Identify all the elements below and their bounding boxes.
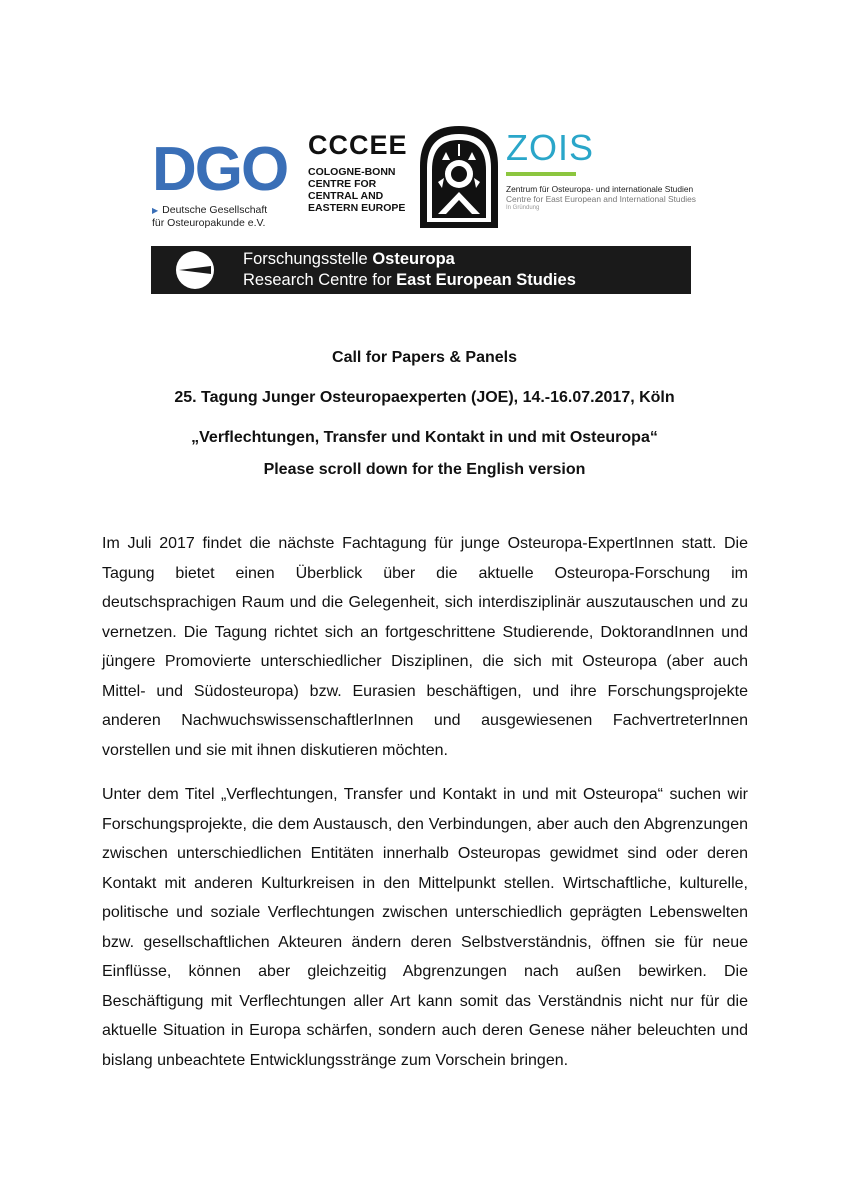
theme-heading: „Verflechtungen, Transfer und Kontakt in und mit Osteuropa“ (191, 429, 658, 446)
triangle-right-icon: ▶ (152, 206, 159, 215)
call-heading: Call for Papers & Panels (332, 349, 517, 366)
dgo-line1: Deutsche Gesellschaft (162, 204, 268, 216)
body-paragraph-2: Unter dem Titel „Verflechtungen, Transfer und Kontakt in und mit Osteuropa“ suchen wir Forschungsprojekte, die dem Austausch, den Verbindungen, aber auch den Abgrenzungen zwischen unterschiedlichen Entitäten innerhalb Osteuropas gewidmet sind oder deren Kontakt mit anderen Kulturkreisen in den Mittelpunkt stellen. Wirtschaftliche, kulturelle, politische und soziale Verflechtungen zwischen unterschiedlich geprägten Lebenswelten bzw. gesellschaftlichen Akteuren ändern deren Selbstverständnis, öffnen sie für neue Einflüsse, können aber gleichzeitig Abgrenzungen nach außen bewirken. Die Beschäftigung mit Verflechtungen aller Art kann somit das Verständnis nicht nur für die aktuelle Situation in Europa schärfen, sondern auch deren Genese näher beleuchten und bislang unbeachtete Entwicklungsstränge zum Vorschein bringen. (102, 786, 748, 1069)
body-paragraph-1: Im Juli 2017 findet die nächste Fachtagung für junge Osteuropa-ExpertInnen statt. Die Tagung bietet einen Überblick über die aktuelle Osteuropa-Forschung im deutschsprachigen Raum und die Gelegenheit, sich interdisziplinär auszutauschen und zu vernetzen. Die Tagung richtet sich an fortgeschrittene Studierende, DoktorandInnen und jüngere Promovierte unterschiedlicher Disziplinen, die sich mit Osteuropa (aber auch Mittel- und Südosteuropa) bzw. Eurasien beschäftigen, und ihre Forschungsprojekte anderen NachwuchswissenschaftlerInnen und ausgewiesenen FachvertreterInnen vorstellen und sie mit ihnen diskutieren möchten. (102, 535, 748, 759)
fso-banner-logo (151, 246, 691, 294)
dgo-line2: für Osteuropakunde e.V. (152, 217, 266, 229)
dgo-wordmark: DGO (152, 135, 288, 204)
cccee-wordmark: CCCEE (308, 130, 408, 160)
cccee-line1: COLOGNE-BONN (308, 166, 396, 178)
fso-line1: Forschungsstelle Osteuropa (243, 250, 455, 268)
fso-disc-icon (175, 250, 215, 290)
cccee-logo (308, 130, 420, 214)
zois-line-small: In Gründung (506, 205, 540, 211)
zois-wordmark: ZOIS (506, 127, 595, 168)
english-version-note: Please scroll down for the English version (263, 461, 586, 478)
partner-logos (148, 122, 708, 234)
cccee-line3: CENTRAL AND (308, 190, 384, 202)
cccee-subtitle (308, 166, 420, 214)
dgo-subtitle (152, 204, 304, 229)
event-heading: 25. Tagung Junger Osteuropaexperten (JOE), 14.-16.07.2017, Köln (174, 389, 675, 406)
cccee-line2: CENTRE FOR (308, 178, 377, 190)
zois-line-de: Zentrum für Osteuropa- und internationale Studien (506, 184, 694, 194)
zois-accent-bar (506, 172, 576, 176)
zois-logo (506, 127, 706, 212)
cccee-line4: EASTERN EUROPE (308, 202, 406, 214)
dgo-logo (152, 135, 304, 229)
cccee-emblem-icon (414, 122, 504, 232)
fso-line2: Research Centre for East European Studies (243, 271, 576, 289)
zois-line-en: Centre for East European and International Studies (506, 194, 696, 204)
